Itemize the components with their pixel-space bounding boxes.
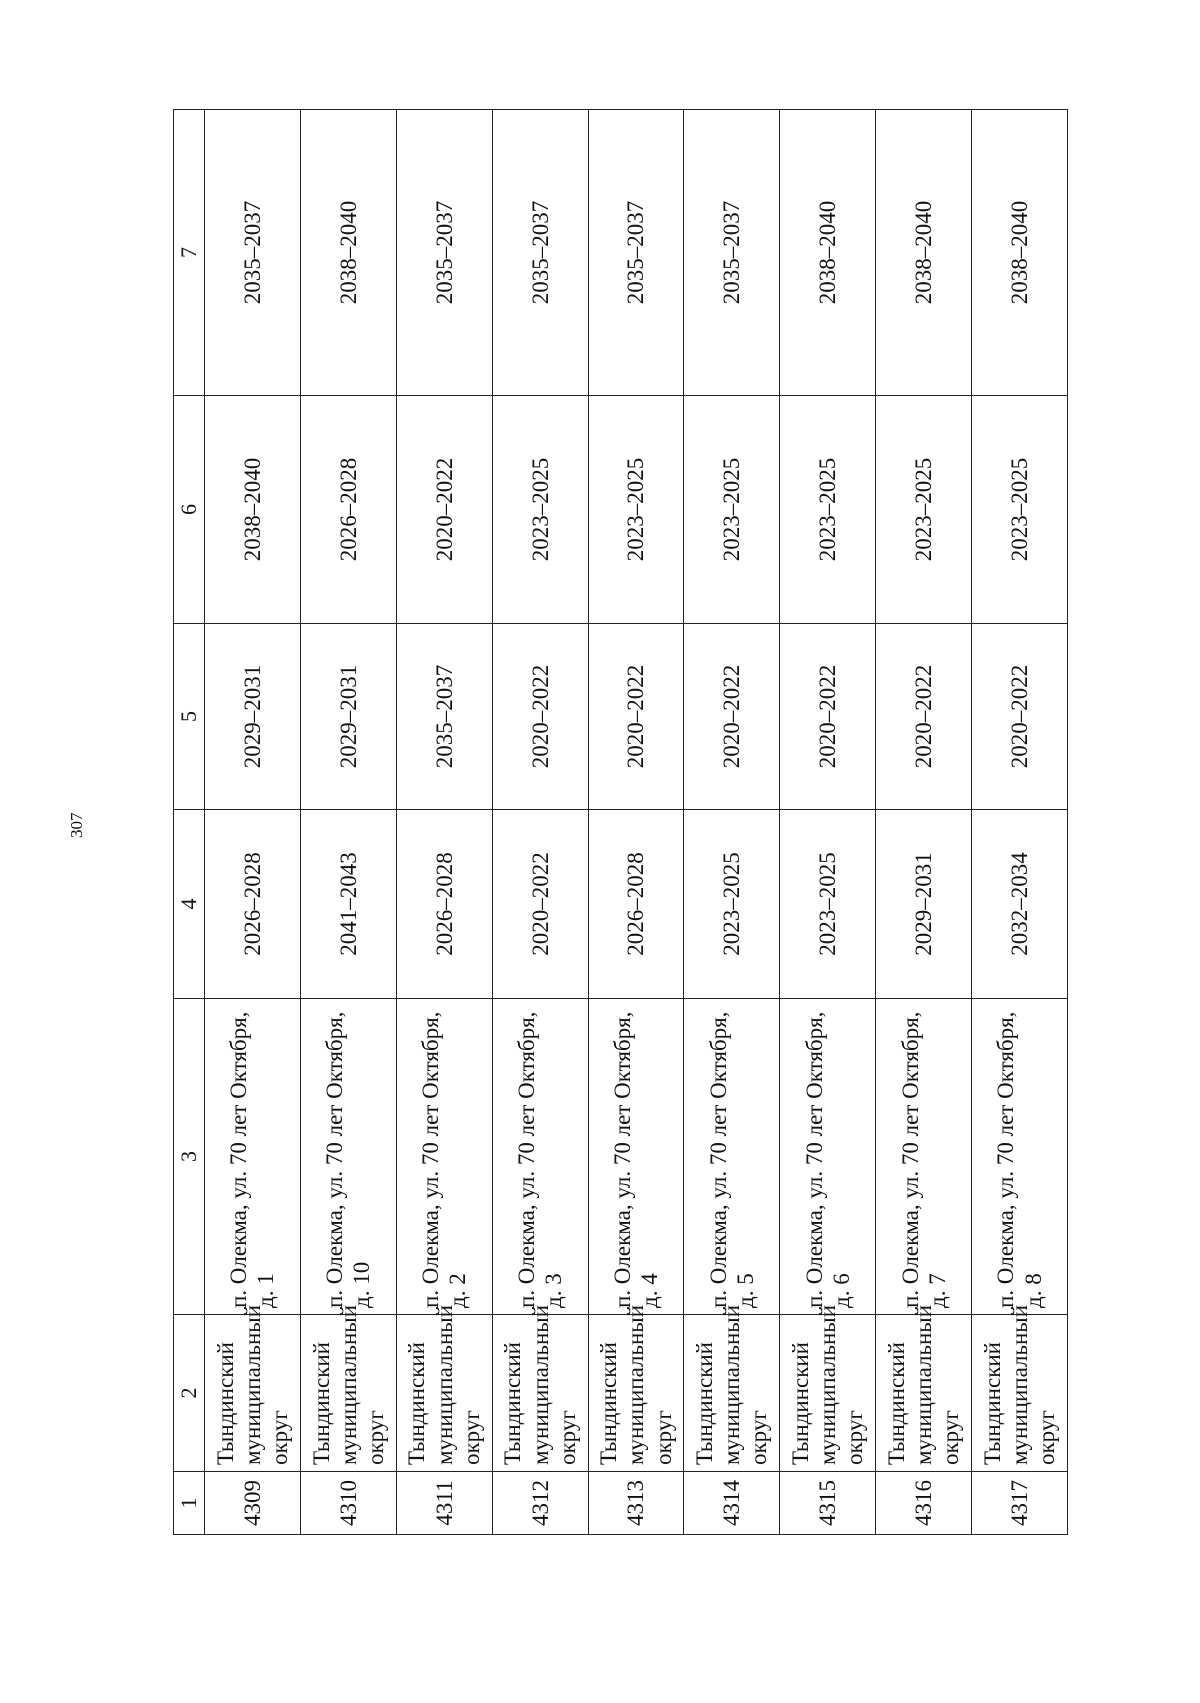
header-row bbox=[174, 110, 205, 1535]
period-cell-col4: 2026–2028 bbox=[396, 810, 492, 999]
period-cell-col4: 2032–2034 bbox=[972, 810, 1068, 999]
address-cell: п. Олекма, ул. 70 лет Октября, д. 4 bbox=[588, 999, 684, 1315]
district-cell: Тындинский муниципальный округ bbox=[780, 1315, 876, 1472]
period-cell-col5: 2020–2022 bbox=[684, 624, 780, 810]
period-cell-col5: 2020–2022 bbox=[972, 624, 1068, 810]
period-cell-col6: 2023–2025 bbox=[492, 396, 588, 624]
district-cell: Тындинский муниципальный округ bbox=[588, 1315, 684, 1472]
row-number: 4314 bbox=[684, 1472, 780, 1535]
table-row bbox=[396, 110, 492, 1535]
period-cell-col6: 2020–2022 bbox=[396, 396, 492, 624]
rotated-table-container bbox=[173, 110, 1068, 1535]
period-cell-col6: 2023–2025 bbox=[780, 396, 876, 624]
address-cell: п. Олекма, ул. 70 лет Октября, д. 1 bbox=[204, 999, 300, 1315]
period-cell-col7: 2038–2040 bbox=[780, 110, 876, 396]
district-cell: Тындинский муниципальный округ bbox=[204, 1315, 300, 1472]
column-header-1: 1 bbox=[174, 1472, 205, 1535]
address-cell: п. Олекма, ул. 70 лет Октября, д. 7 bbox=[876, 999, 972, 1315]
period-cell-col7: 2035–2037 bbox=[204, 110, 300, 396]
period-cell-col4: 2029–2031 bbox=[876, 810, 972, 999]
table-row bbox=[876, 110, 972, 1535]
period-cell-col4: 2026–2028 bbox=[204, 810, 300, 999]
period-cell-col4: 2020–2022 bbox=[492, 810, 588, 999]
period-cell-col7: 2038–2040 bbox=[972, 110, 1068, 396]
period-cell-col5: 2029–2031 bbox=[300, 624, 396, 810]
period-cell-col5: 2029–2031 bbox=[204, 624, 300, 810]
table-row bbox=[684, 110, 780, 1535]
table-row bbox=[300, 110, 396, 1535]
row-number: 4310 bbox=[300, 1472, 396, 1535]
table-row bbox=[204, 110, 300, 1535]
period-cell-col4: 2041–2043 bbox=[300, 810, 396, 999]
period-cell-col6: 2023–2025 bbox=[876, 396, 972, 624]
column-header-5: 5 bbox=[174, 624, 205, 810]
period-cell-col6: 2026–2028 bbox=[300, 396, 396, 624]
district-cell: Тындинский муниципальный округ bbox=[876, 1315, 972, 1472]
row-number: 4315 bbox=[780, 1472, 876, 1535]
address-cell: п. Олекма, ул. 70 лет Октября, д. 2 bbox=[396, 999, 492, 1315]
address-cell: п. Олекма, ул. 70 лет Октября, д. 8 bbox=[972, 999, 1068, 1315]
column-header-3: 3 bbox=[174, 999, 205, 1315]
district-cell: Тындинский муниципальный округ bbox=[396, 1315, 492, 1472]
period-cell-col5: 2020–2022 bbox=[492, 624, 588, 810]
period-cell-col7: 2035–2037 bbox=[684, 110, 780, 396]
period-cell-col4: 2026–2028 bbox=[588, 810, 684, 999]
period-cell-col7: 2038–2040 bbox=[876, 110, 972, 396]
table-row bbox=[780, 110, 876, 1535]
period-cell-col5: 2020–2022 bbox=[780, 624, 876, 810]
period-cell-col6: 2023–2025 bbox=[684, 396, 780, 624]
period-cell-col7: 2035–2037 bbox=[588, 110, 684, 396]
row-number: 4316 bbox=[876, 1472, 972, 1535]
row-number: 4313 bbox=[588, 1472, 684, 1535]
address-cell: п. Олекма, ул. 70 лет Октября, д. 6 bbox=[780, 999, 876, 1315]
district-cell: Тындинский муниципальный округ bbox=[972, 1315, 1068, 1472]
table-row bbox=[972, 110, 1068, 1535]
row-number: 4312 bbox=[492, 1472, 588, 1535]
address-cell: п. Олекма, ул. 70 лет Октября, д. 3 bbox=[492, 999, 588, 1315]
period-cell-col4: 2023–2025 bbox=[780, 810, 876, 999]
period-cell-col7: 2035–2037 bbox=[492, 110, 588, 396]
district-cell: Тындинский муниципальный округ bbox=[300, 1315, 396, 1472]
period-cell-col6: 2023–2025 bbox=[972, 396, 1068, 624]
housing-registry-table bbox=[173, 109, 1068, 1535]
column-header-7: 7 bbox=[174, 110, 205, 396]
column-header-2: 2 bbox=[174, 1315, 205, 1472]
column-header-4: 4 bbox=[174, 810, 205, 999]
period-cell-col4: 2023–2025 bbox=[684, 810, 780, 999]
period-cell-col7: 2035–2037 bbox=[396, 110, 492, 396]
period-cell-col5: 2020–2022 bbox=[588, 624, 684, 810]
district-cell: Тындинский муниципальный округ bbox=[684, 1315, 780, 1472]
period-cell-col6: 2038–2040 bbox=[204, 396, 300, 624]
page-number: 307 bbox=[67, 812, 86, 838]
period-cell-col7: 2038–2040 bbox=[300, 110, 396, 396]
row-number: 4309 bbox=[204, 1472, 300, 1535]
column-header-6: 6 bbox=[174, 396, 205, 624]
address-cell: п. Олекма, ул. 70 лет Октября, д. 5 bbox=[684, 999, 780, 1315]
period-cell-col5: 2020–2022 bbox=[876, 624, 972, 810]
district-cell: Тындинский муниципальный округ bbox=[492, 1315, 588, 1472]
period-cell-col5: 2035–2037 bbox=[396, 624, 492, 810]
period-cell-col6: 2023–2025 bbox=[588, 396, 684, 624]
row-number: 4311 bbox=[396, 1472, 492, 1535]
row-number: 4317 bbox=[972, 1472, 1068, 1535]
address-cell: п. Олекма, ул. 70 лет Октября, д. 10 bbox=[300, 999, 396, 1315]
table-row bbox=[588, 110, 684, 1535]
table-row bbox=[492, 110, 588, 1535]
